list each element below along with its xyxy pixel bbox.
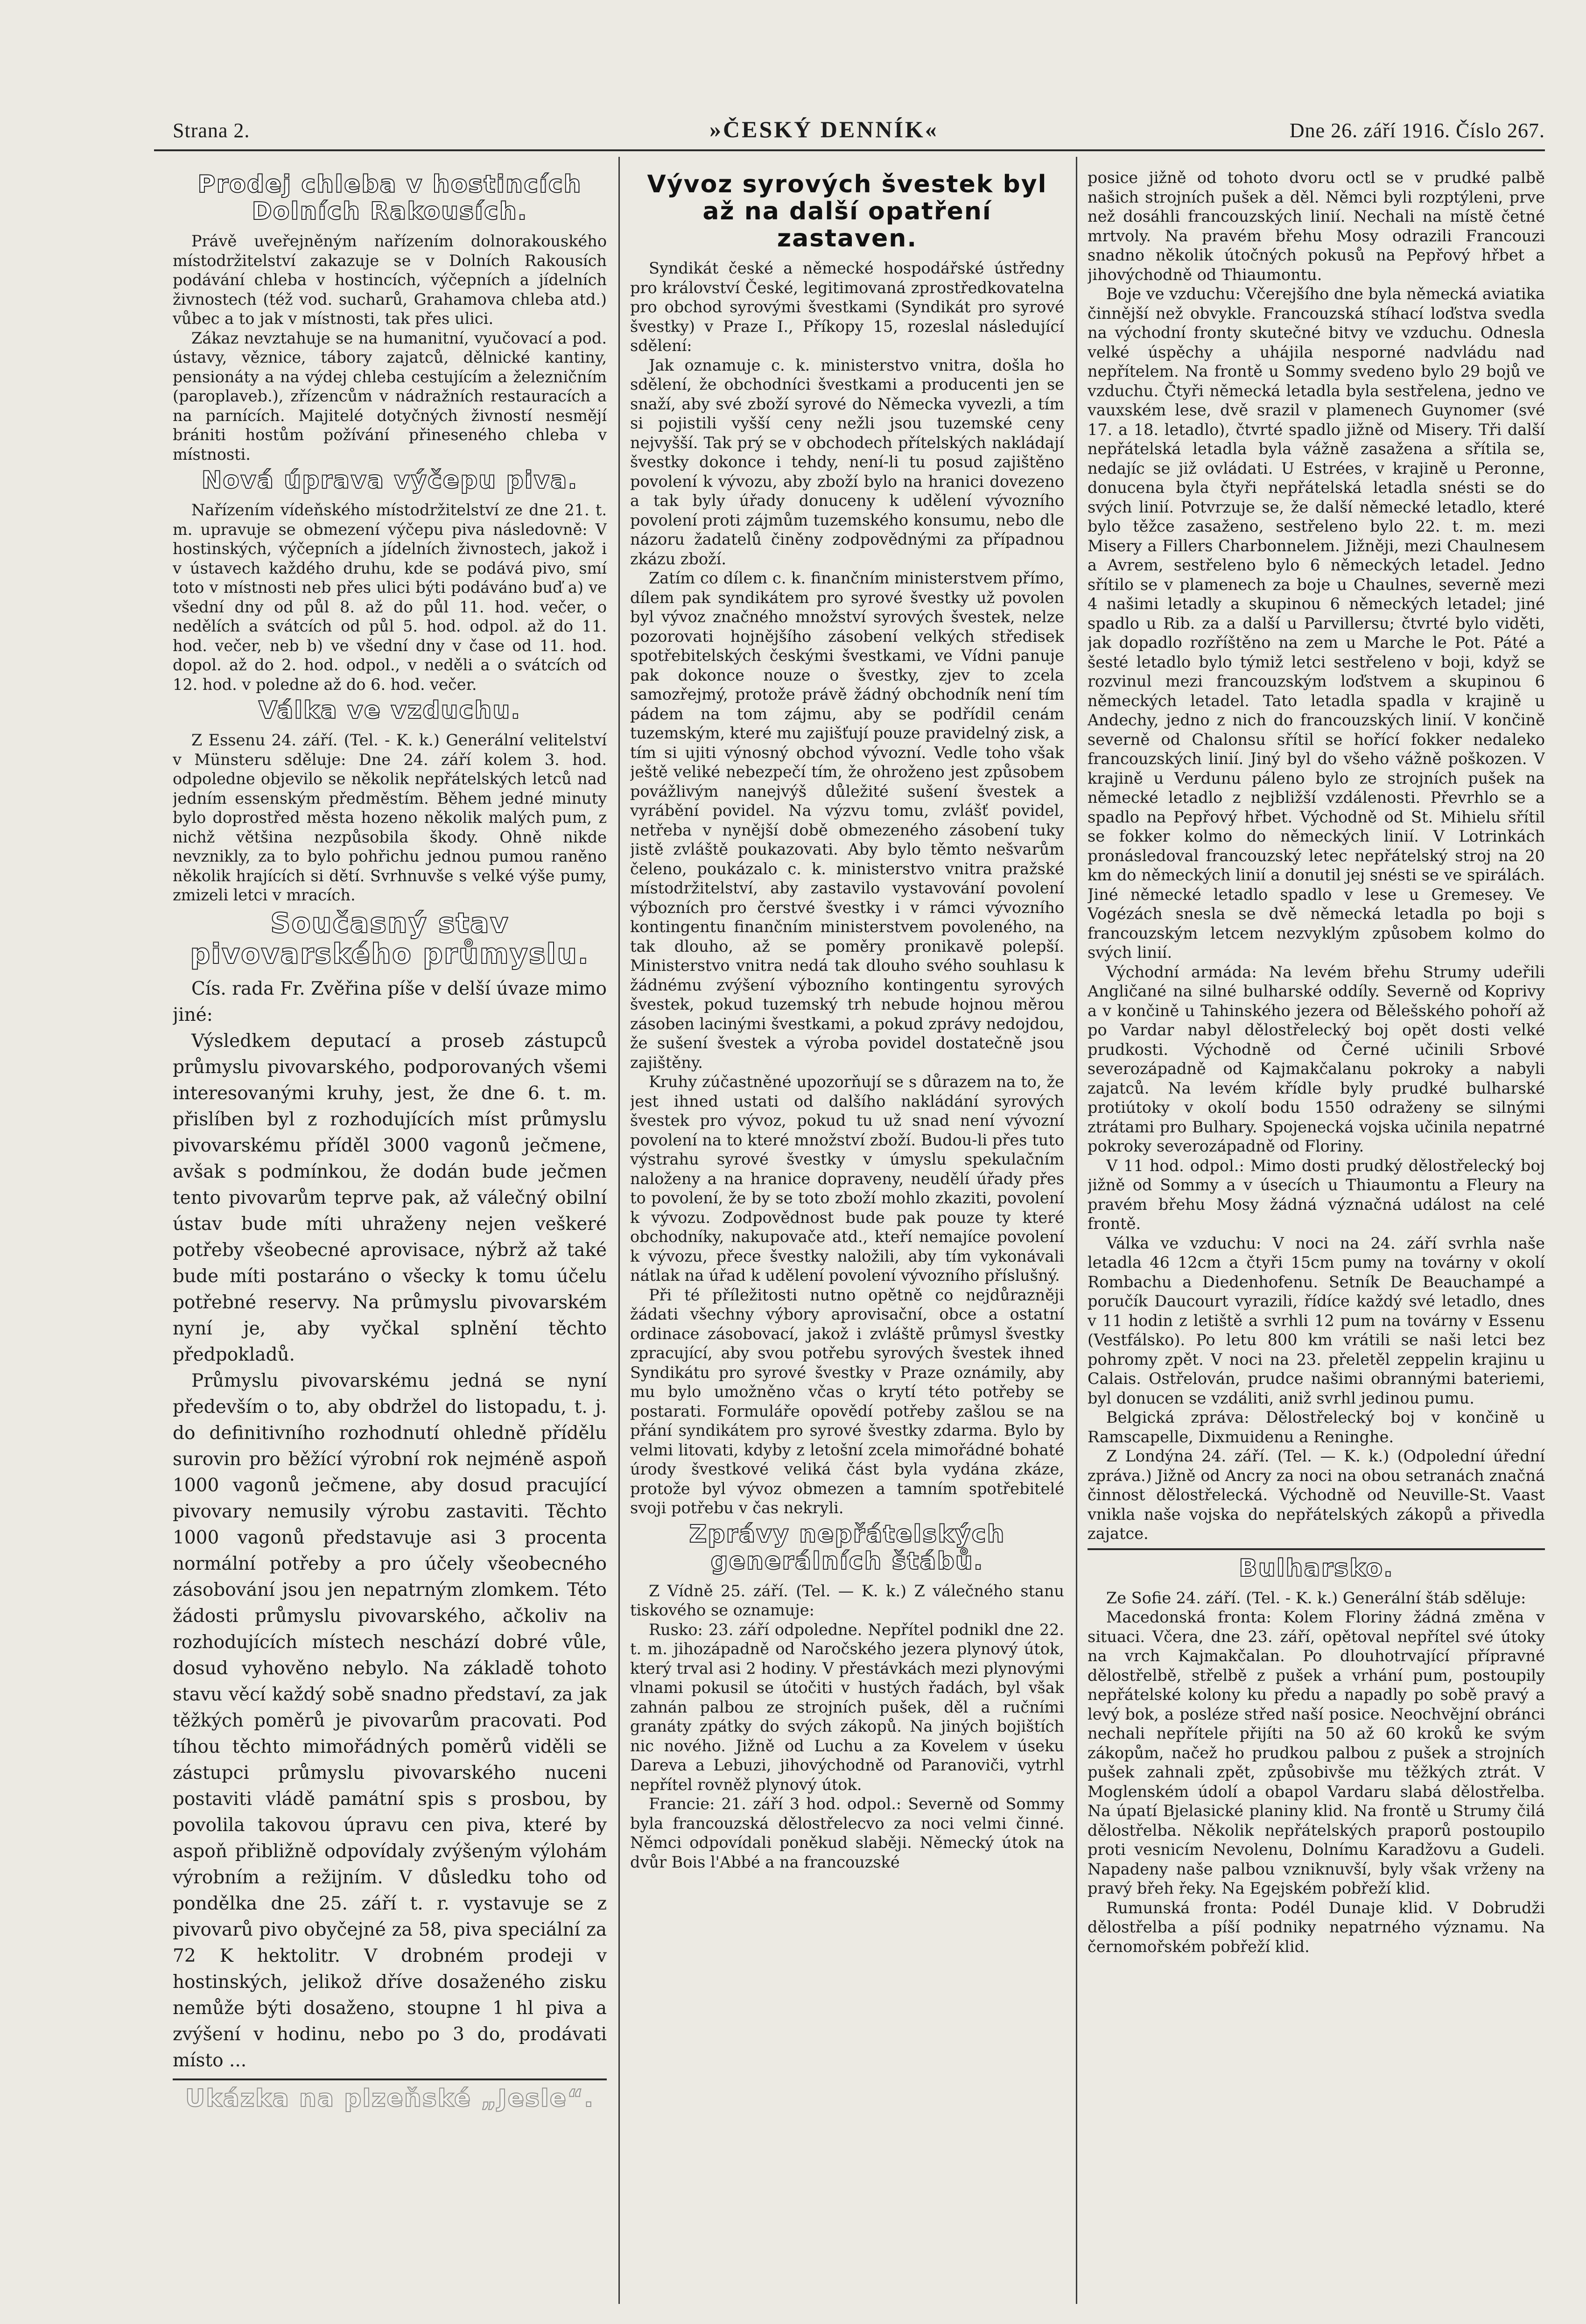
article-paragraph: Rumunská fronta: Podél Dunaje klid. V Dobrudži dělostřelba a píší podniky nepatrného významu. Na černomořském pobřeží klid. — [1088, 1898, 1545, 1956]
headline-brewing-industry: Současný stav pivovarského průmyslu. — [190, 906, 589, 970]
headline-beer-tap: Nová úprava výčepu piva. — [201, 466, 578, 494]
article-paragraph: posice jižně od tohoto dvoru octl se v prudké palbě našich strojních pušek a děl. Němci byli rozptýleni, prve než dosáhli francouzských linií. Nechali na místě četné mrtvoly. Na pravém břehu Mosy odrazili Francouzi snadno několik útočných pokusů na Pepřový hřbet a jihovýchodně od Thiaumontu. — [1088, 169, 1545, 284]
headline-bread-sale: Prodej chleba v hostincích Dolních Rakousích. — [197, 170, 582, 225]
article-paragraph: Nařízením vídeňského místodržitelství ze dne 21. t. m. upravuje se obmezení výčepu piva následovně: V hostinských, výčepních a jídelních živnostech, jakož i v ústavech každého druhu, kde se podává pivo, smí toto v místnosti neb přes ulici býti podáváno buď a) ve všední dny od půl 8. až do půl 11. hod. večer, o nedělích a svátcích od půl 5. hod. odpol. až do 11. hod. večer, neb b) ve všední dny v čase od 11. hod. dopol. až do 2. hod. odpol., v neděli a o svátcích od 12. hod. v poledne až do 6. hod. večer. — [173, 501, 607, 694]
headline-air-war: Válka ve vzduchu. — [258, 696, 521, 724]
article-paragraph: Belgická zpráva: Dělostřelecký boj v končině u Ramscapelle, Dixmuidenu a Reninghe. — [1088, 1408, 1545, 1446]
headline-plum-export: Vývoz syrových švestek byl až na další opatření zastaven. — [647, 170, 1047, 253]
article-paragraph: Průmyslu pivovarskému jedná se nyní především o to, aby obdržel do listopadu, t. j. do definitivního rozhodnutí ohledně přídělu surovin pro běžící výrobní rok nejméně aspoň 1000 vagonů ječmene, aby dosud pracující pivovary nemusily výrobu zastaviti. Těchto 1000 vagonů představuje asi 3 procenta normální potřeby a pro účely všeobecného zásobování jsou jen nepatrným zlomkem. Této žádosti průmyslu pivovarského, ačkoliv na rozhodujících místech neschází dobré vůle, dosud vyhověno nebylo. Na základě tohoto stavu věcí každý sobě snadno představí, za jak těžkých poměrů je pivovarům pracovati. Pod tíhou těchto mimořádných poměrů viděli se zástupci průmyslu pivovarského nuceni postaviti vládě památní spis s prosbou, by povolila takovou úpravu cen piva, které by aspoň přibližně odpovídaly zvýšeným výlohám výrobním a režijním. V důsledku toho od pondělka dne 25. září t. r. vystavuje se z pivovarů pivo obyčejné za 58, piva speciální za 72 K hektolitr. V drobném prodeji v hostinských, jelikož dříve dosaženého zisku nemůže býti dosaženo, stoupne 1 hl piva a zvýšení v hodinu, nebo po 3 do, prodávati místo ... — [173, 1370, 607, 2071]
article-paragraph: Kruhy zúčastněné upozorňují se s důrazem na to, že jest ihned ustati od dalšího nakládání syrových švestek pro vývoz, pokud tu už snad není vývozní povolení na to které množství zboží. Budou-li přes tuto výstrahu syrové švestky v úmyslu spekulačním naloženy a na hranice dopraveny, neudělí úřady přes to povolení, že by se toto zboží mohlo zkaziti, povolení k vývozu. Zodpovědnost bude pak pouze ty které obchodníky, nakupovače atd., kteří nemajíce povolení k vývozu, přece švestky naložili, aby tím vykonávali nátlak na úřad k udělení povolení vývozního příslušný. — [630, 1073, 1064, 1285]
column-divider — [1076, 157, 1077, 2304]
article-paragraph: Z Vídně 25. září. (Tel. — K. k.) Z válečného stanu tiskového se oznamuje: — [630, 1581, 1064, 1619]
newspaper-title: »ČESKÝ DENNÍK« — [709, 116, 939, 142]
column-3 — [1088, 168, 1545, 2306]
article-paragraph: Výsledkem deputací a proseb zástupců průmyslu pivovarského, podporovaných všemi interesovanými kruhy, jest, že dne 6. t. m. přislíben byl z rozhodujících míst průmyslu pivovarskému příděl 3000 vagonů ječmene, avšak s podmínkou, že dodán bude ječmen tento pivovarům teprve pak, až válečný obilní ústav bude míti uhraženy nejen veškeré potřeby všeobecné aprovisace, nýbrž až také bude míti postaráno o všecky k tomu účelu potřebné reservy. Na průmyslu pivovarském nyní je, aby vyčkal splnění těchto předpokladů. — [173, 1030, 607, 1365]
article-paragraph: Při té příležitosti nutno opětně co nejdůrazněji žádati všechny výbory aprovisační, obce a ostatní ordinace zásobovací, jakož i zvláště průmysl švestky zpracující, aby svou potřebu syrových švestek ihned Syndikátu pro syrové švestky v Praze oznámily, aby mu bylo umožněno včas o krytí této potřeby se postarati. Formuláře opovědí potřeby zašlou se na přání syndikátem pro syrové švestky zdarma. Bylo by velmi litovati, kdyby z letošní zcela mimořádné bohaté úrody švestkové veliká část byla vydána zkáze, protože byl vývoz obmezen a tamním spotřebitelé svoji potřebu v čas nekryli. — [630, 1285, 1064, 1517]
article-paragraph: V 11 hod. odpol.: Mimo dosti prudký dělostřelecký boj jižně od Sommy a v úsecích u Thiaumontu a Fleury na pravém břehu Mosy žádná význačná událost na celé frontě. — [1088, 1156, 1545, 1233]
article-paragraph: Macedonská fronta: Kolem Floriny žádná změna v situaci. Včera, dne 23. září, opětoval nepřítel své útoky na vrch Kajmakčalan. Po dlouhotrvající přípravné dělostřelbě, střelbě z pušek a vrhání pum, postoupily nepřátelské kolony ku předu a napadly po sobě pravý a levý bok, a posléze střed naší posice. Neochvějní obránci nechali nepřítele přijíti na 50 až 60 kroků ke svým zákopům, načež ho prudkou palbou z pušek a strojních pušek zahnali zpět, způsobivše mu těžkých ztrát. V Moglenském údolí a obapol Vardaru slabá dělostřelba. Na úpatí Bjelasické planiny klid. Na frontě u Strumy čilá dělostřelba. Několik nepřátelských praporů postoupilo proti vesnicím Nevolenu, Dolnímu Karadžovu a Gudeli. Napadeny naše palbou vzniknuvší, byly však vrženy na pravý břeh řeky. Na Egejském pobřeží klid. — [1088, 1608, 1545, 1897]
newspaper-page — [154, 112, 1545, 2306]
masthead — [154, 112, 1545, 151]
brewing-article — [173, 976, 607, 2074]
article-paragraph: Východní armáda: Na levém břehu Strumy udeřili Angličané na silné bulharské oddíly. Severně od Koprivy a v končině u Tahinského jezera od Bělešského pohoří až po Vardar nabyl dělostřelecký boj opět dosti velké prudkosti. Východně od Černé učinili Srbové severozápadně od Kajmakčalanu pokroky a nabyli zajatců. Na levém křídle byly prudké bulharské protiútoky v okolí bodu 1550 odraženy se silnými ztrátami pro Bulhary. Spojenecká vojska učinila nepatrné pokroky severozápadně od Floriny. — [1088, 962, 1545, 1155]
headline-bulgaria: Bulharsko. — [1239, 1554, 1394, 1582]
article-paragraph: Z Londýna 24. září. (Tel. — K. k.) (Odpolední úřední zpráva.) Jižně od Ancry za noci na obou setranách značná činnost dělostřelecká. Východně od Neuville-St. Vaast vnikla naše vojska do nepřátelských zákopů a přivedla zajatce. — [1088, 1447, 1545, 1543]
article-paragraph: Právě uveřejněným nařízením dolnorakouského místodržitelství zakazuje se v Dolních Rakousích podávání chleba v hostincích, výčepních a jídelních živnostech (též vod. sucharů, Grahamova chleba atd.) vůbec a to jak v místnosti, tak přes ulici. — [173, 232, 607, 328]
article-paragraph: Boje ve vzduchu: Včerejšího dne byla německá aviatika činnější než obvykle. Francouzská stíhací loďstva svedla na východní fronty skutečné bitvy ve vzduchu. Odnesla velké úspěchy a uhájila nesporné nadvládu nad nepřítelem. Na frontě u Sommy svedeno bylo 29 bojů ve vzduchu. Čtyři německá letadla byla sestřelena, jedno ve vauxském lese, dvě srazil v plamenech Guynomer (své 17. a 18. letadlo), čtvrté spadlo jižně od Misery. Tři další nepřátelská letadla byla vážně zasažena a sřítila se, nedajíc se již ovládati. U Estrées, v krajině u Peronne, donucena byla čtyři nepřátelská letadla snésti se do svých linií. Potvrzuje se, že další německé letadlo, které bylo těžce zasaženo, sestřeleno bylo 22. t. m. mezi Misery a Fillers Charbonnelem. Jižněji, mezi Chaulnesem a Avrem, sestřeleno bylo 6 německých letadel. Jedno sřítilo se v plamenech za boje u Chaulnes, severně mezi 4 našimi letadly a skupinou 6 německých letadel; jiné spadlo u Rib. za a další u Parvillersu; čtvrté bylo viděti, jak dopadlo rozříštěno na zem u Marche le Pot. Páté a šesté letadlo bylo týmiž letci sestřeleno v boji, když se rozvinul mezi francouzským loďstvem a skupinou 6 německých letadel. Tato letadla spadla v krajině u Andechy, jedno z nich do francouzských linií. V končině severně od Chalonsu sřítil se hořící fokker nedaleko francouzských linií. Jiný byl do všeho vážně poškozen. V krajině u Verdunu páleno bylo ze strojních pušek na německé letadlo z nejbližší vzdálenosti. Převrhlo se a spadlo na Pepřový hřbet. Východně od St. Mihielu sřítil se fokker kolmo do německých linií. V Lotrinkách pronásledoval francouzský letec nepřátelský stroj na 20 km do německých linií a donutil jej snésti se ve spirálách. Jiné německé letadlo spadlo v lese u Gremesey. Ve Vogézách snesla se dvě německá letadla po boji s francouzským letcem nezvyklým způsobem kolmo do svých linií. — [1088, 285, 1545, 962]
column-1 — [173, 168, 607, 2306]
article-paragraph: Jak oznamuje c. k. ministerstvo vnitra, došla ho sdělení, že obchodníci švestkami a producenti jen se snaží, aby své zboží syrové do Německa vyvezli, a tím si pojistili vyšší ceny nežli jsou tuzemské ceny nejvyšší. Tak prý se v obchodech přítelských nakládají švestky dokonce i tehdy, není-li tu posud zajištěno povolení k vývozu, aby zboží bylo na hranici dovezeno a tak byly úřady donuceny k udělení vývozního povolení proti zájmům tuzemského konsumu, nebo dle názoru žadatelů činěny zodpovědnými za případnou zkázu zboží. — [630, 356, 1064, 568]
article-paragraph: Válka ve vzduchu: V noci na 24. září svrhla naše letadla 46 12cm a čtyři 15cm pumy na továrny v okolí Rombachu a Diedenhofenu. Setník De Beauchampé a poručík Daucourt vyrazili, řídíce každý své letadlo, dnes v 11 hodin z letiště a svrhli 12 pum na továrny v Essenu (Vestfálsko). Po letu 800 km vrátili se naši letci bez pohromy zpět. V noci na 23. přeletěl zeppelin krajinu u Calais. Ostřelován, prudce našimi obrannými bateriemi, byl donucen se vzdáliti, aniž svrhl jedinou pumu. — [1088, 1234, 1545, 1407]
page-number: Strana 2. — [173, 119, 250, 142]
article-paragraph: Z Essenu 24. září. (Tel. - K. k.) Generální velitelství v Münsteru sděluje: Dne 24. září kolem 3. hod. odpoledne objevilo se několik nepřátelských letců nad jedním essenským předměstím. Během jedné minuty bylo doprostřed města hozeno několik malých pum, z nichž většina nezpůsobila škody. Ohně nikde nevznikly, za to bylo pohřichu jednou pumou raněno několik hrajících si dětí. Svrhnuvše s velké výše pumy, zmizeli letci v mracích. — [173, 731, 607, 904]
article-paragraph: Rusko: 23. září odpoledne. Nepřítel podnikl dne 22. t. m. jihozápadně od Naročského jezera plynový útok, který trval asi 2 hodiny. V přestávkách mezi plynovými vlnami pokusil se útočiti v hustých řadách, byl však zahnán palbou ze strojních pušek, děl a ručními granáty zpátky do svých zákopů. Na jiných bojištích nic nového. Jižně od Luchu a za Kovelem v úseku Dareva a Lebuzi, jihovýchodně od Paranoviči, vytrhl nepřítel rovněž plynový útok. — [630, 1620, 1064, 1794]
column-divider — [618, 157, 620, 2304]
article-paragraph: Cís. rada Fr. Zvěřina píše v delší úvaze mimo jiné: — [173, 978, 607, 1025]
section-rule — [173, 2078, 607, 2080]
article-paragraph: Syndikát české a německé hospodářské ústředny pro království České, legitimovaná zprostředkovatelna pro obchod syrovými švestkami (Syndikát pro syrové švestky) v Praze I., Příkopy 15, rozeslal následující sdělení: — [630, 259, 1064, 355]
article-paragraph: Ze Sofie 24. září. (Tel. - K. k.) Generální štáb sděluje: — [1106, 1588, 1526, 1607]
headline-jesle: Ukázka na plzeňské „Jesle“. — [185, 2084, 595, 2113]
column-2 — [630, 168, 1064, 2306]
article-paragraph: Zákaz nevztahuje se na humanitní, vyučovací a pod. ústavy, věznice, tábory zajatců, dělnické kantiny, pensionáty a na výdej chleba cestujícím a železničním (paroplaveb.), zřízencům v nádražních restauracích a na parnících. Majitelé dotyčných živností nesmějí brániti hostům požívání přineseného chleba v místnosti. — [173, 329, 607, 463]
headline-enemy-staff-reports: Zprávy nepřátelských generálních štábů. — [689, 1520, 1005, 1575]
article-paragraph: Zatím co dílem c. k. finančním ministerstvem přímo, dílem pak syndikátem pro syrové švestky už povolen byl vývoz značného množství syrových švestek, nelze pozorovati hojnějšího zásobení velkých středisek spotřebitelských českými švestkami, ve Vídni panuje pak dokonce nouze o švestky, zjev to zcela samozřejmý, protože právě žádný obchodník není tím pádem na tom zájmu, aby se podřídil cenám tuzemským, které mu zajišťují pouze pravidelný zisk, a tím si ujiti výnosný obchod vývozní. Vedle toho však ještě veliké nebezpečí tím, že ohroženo jest způsobem povážlivým nanejvýš důležité sušení švestek a vyrábění povidel. Na výzvu tomu, zvlášť povidel, netřeba v nynější době obmezeného zásobení tuky jistě zvláště poukazovati. Aby bylo těmto nešvarům čeleno, poukázalo c. k. ministerstvo vnitra pražské místodržitelství, aby zastavilo vystavování povolení výbozních pro čerstvé švestky i v rámci vývozního kontingentu finančním ministerstvem povoleného, na tak dlouho, až se poměry pronikavě polepší. Ministerstvo vnitra nedá tak dlouho svého souhlasu k žádnému zvýšení výbozního kontingentu syrových švestek, pokud tuzemský trh nebude hojnou měrou zásoben lacinými švestkami, a pokud zprávy nedojdou, že sušení švestek a výroba povidel dostatečně jsou zajištěny. — [630, 569, 1064, 1072]
issue-date: Dne 26. září 1916. Číslo 267. — [1289, 119, 1545, 142]
article-paragraph: Francie: 21. září 3 hod. odpol.: Severně od Sommy byla francouzská dělostřelecvo za noci velmi činné. Němci odpovídali poněkud slaběji. Německý útok na dvůr Bois l'Abbé a na francouzské — [630, 1795, 1064, 1871]
section-rule — [1088, 1548, 1545, 1550]
